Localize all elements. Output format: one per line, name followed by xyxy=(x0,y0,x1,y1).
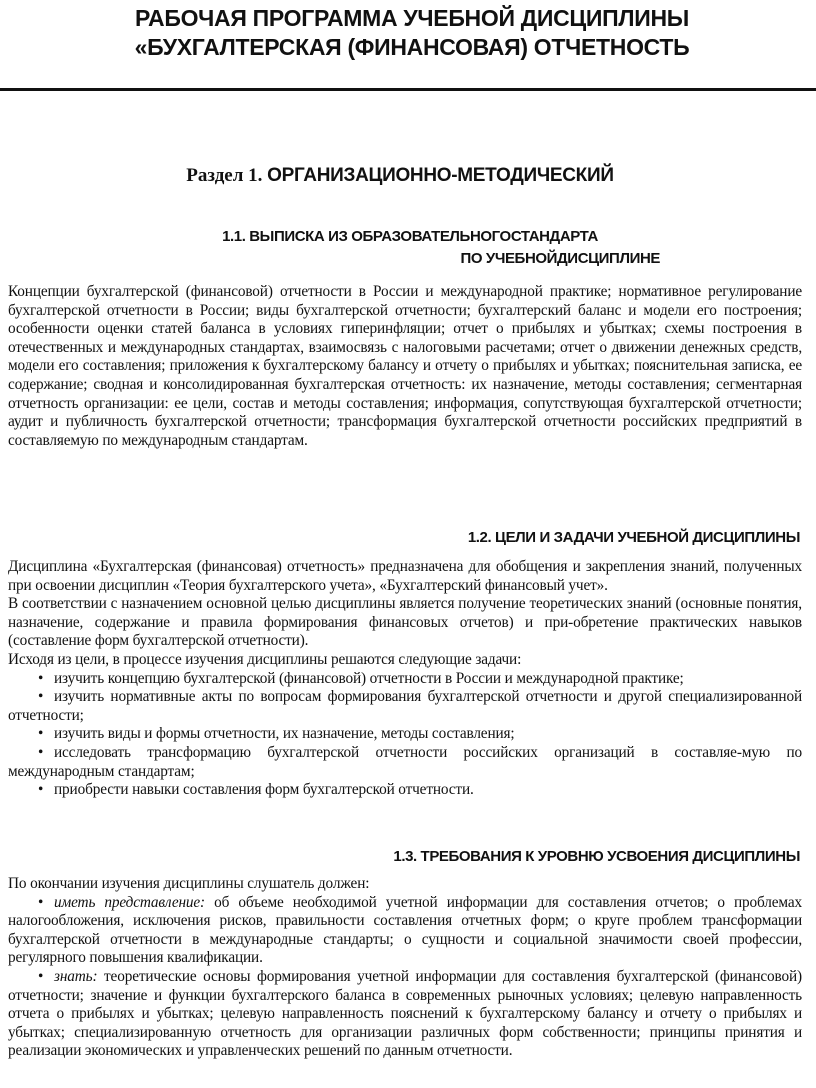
section-title: ОРГАНИЗАЦИОННО-МЕТОДИЧЕСКИЙ xyxy=(267,165,614,186)
section-heading xyxy=(100,164,700,188)
paragraph: Концепции бухгалтерской (финансовой) отчетности в России и международной практике; нормативное регулирование бухгалтерской отчетности в России; виды бухгалтерской отчетности; бухгалтерский баланс и модели его построения; особенности оценки статей баланса в условиях гиперинфляции; отчет о прибылях и убытках; схемы построения в отечественных и международных стандартах, взаимосвязь с налоговыми расчетами; отчет о движении денежных средств, модели его составления; приложения к бухгалтерскому балансу и отчету о прибылях и убытках; пояснительная записка, ее содержание; сводная и консолидированная бухгалтерская отчетность: их назначение, методы составления; сегментарная отчетность организации: ее цели, состав и методы составления; информация, сопутствующая бухгалтерской отчетности; аудит и публичность бухгалтерской отчетности; трансформация бухгалтерской отчетности российских предприятий в составляемую по международным стандартам. xyxy=(8,283,802,449)
document-title-line-2: «БУХГАЛТЕРСКАЯ (ФИНАНСОВАЯ) ОТЧЕТНОСТЬ xyxy=(134,34,690,60)
task-list-item xyxy=(8,781,802,800)
subsection-1-1-heading: 1.1. ВЫПИСКА ИЗ ОБРАЗОВАТЕЛЬНОГОСТАНДАРТА xyxy=(222,228,598,245)
section-label: Раздел 1. xyxy=(186,165,263,186)
requirement-lead: иметь представление: xyxy=(54,893,205,911)
bullet-icon: • xyxy=(38,725,44,743)
subsection-1-1-heading-cont: ПО УЧЕБНОЙДИСЦИПЛИНЕ xyxy=(460,250,660,267)
task-text: изучить концепцию бухгалтерской (финансовой) отчетности в России и международной практике; xyxy=(54,669,684,687)
bullet-icon: • xyxy=(38,669,44,687)
subsection-1-2-heading: 1.2. ЦЕЛИ И ЗАДАЧИ УЧЕБНОЙ ДИСЦИПЛИНЫ xyxy=(467,529,800,546)
paragraph: По окончании изучения дисциплины слушатель должен: xyxy=(8,875,370,892)
document-title-line-1: РАБОЧАЯ ПРОГРАММА УЧЕБНОЙ ДИСЦИПЛИНЫ xyxy=(135,5,689,31)
document-title xyxy=(22,4,802,62)
bullet-icon: • xyxy=(38,688,44,706)
bullet-icon: • xyxy=(38,893,44,911)
subsection-1-3-body xyxy=(8,875,802,1061)
task-list-item xyxy=(8,725,802,744)
task-list-item xyxy=(8,688,802,725)
subsection-1-3-heading: 1.3. ТРЕБОВАНИЯ К УРОВНЮ УСВОЕНИЯ ДИСЦИПЛИНЫ xyxy=(393,848,800,865)
paragraph: В соответствии с назначением основной целью дисциплины является получение теоретических знаний (основные понятия, назначение, содержание и правила формирования финансовых отчетов) и при-обретение практических навыков (составление форм бухгалтерской отчетности). xyxy=(8,595,802,650)
subsection-1-1-body xyxy=(8,283,802,450)
task-list-item xyxy=(8,670,802,689)
bullet-icon: • xyxy=(38,781,44,799)
bullet-icon: • xyxy=(38,743,44,761)
paragraph: Дисциплина «Бухгалтерская (финансовая) отчетность» предназначена для обобщения и закрепления знаний, полученных при освоении дисциплин «Теория бухгалтерского учета», «Бухгалтерский финансовый учет». xyxy=(8,558,802,594)
task-list-item xyxy=(8,744,802,781)
title-divider xyxy=(0,88,816,91)
requirement-item xyxy=(8,968,802,1061)
subsection-1-2-body xyxy=(8,558,802,800)
requirement-text: теоретические основы формирования учетной информации для составления бухгалтерской (финансовой) отчетности; значение и функции бухгалтерского баланса в современных рыночных условиях; целевую направленность отчета о прибылях и убытках; целевую направленность пояснений к бухгалтерскому балансу и отчету о прибылях и убытках; специализированную отчетность для организации различных форм собственности; принципы принятия и реализации экономических и управленческих решений по данным отчетности. xyxy=(8,967,802,1060)
requirement-text: об объеме необходимой учетной информации для составления отчетов; о проблемах налогообложения, исключения рисков, правильности составления отчетных форм; о круге проблем трансформации бухгалтерской отчетности в международные стандарты; о сущности и социальной значимости своей профессии, регулярного повышения квалификации. xyxy=(8,893,802,967)
task-text: изучить виды и формы отчетности, их назначение, методы составления; xyxy=(54,725,515,743)
task-text: изучить нормативные акты по вопросам формирования бухгалтерской отчетности и другой специализированной отчетности; xyxy=(8,688,802,724)
requirement-lead: знать: xyxy=(54,967,98,985)
task-text: исследовать трансформацию бухгалтерской отчетности российских организаций в составляе-мую по международным стандартам; xyxy=(8,743,802,780)
bullet-icon: • xyxy=(38,967,44,985)
requirement-item xyxy=(8,894,802,968)
paragraph: Исходя из цели, в процессе изучения дисциплины решаются следующие задачи: xyxy=(8,650,522,668)
task-text: приобрести навыки составления форм бухгалтерской отчетности. xyxy=(54,781,474,799)
